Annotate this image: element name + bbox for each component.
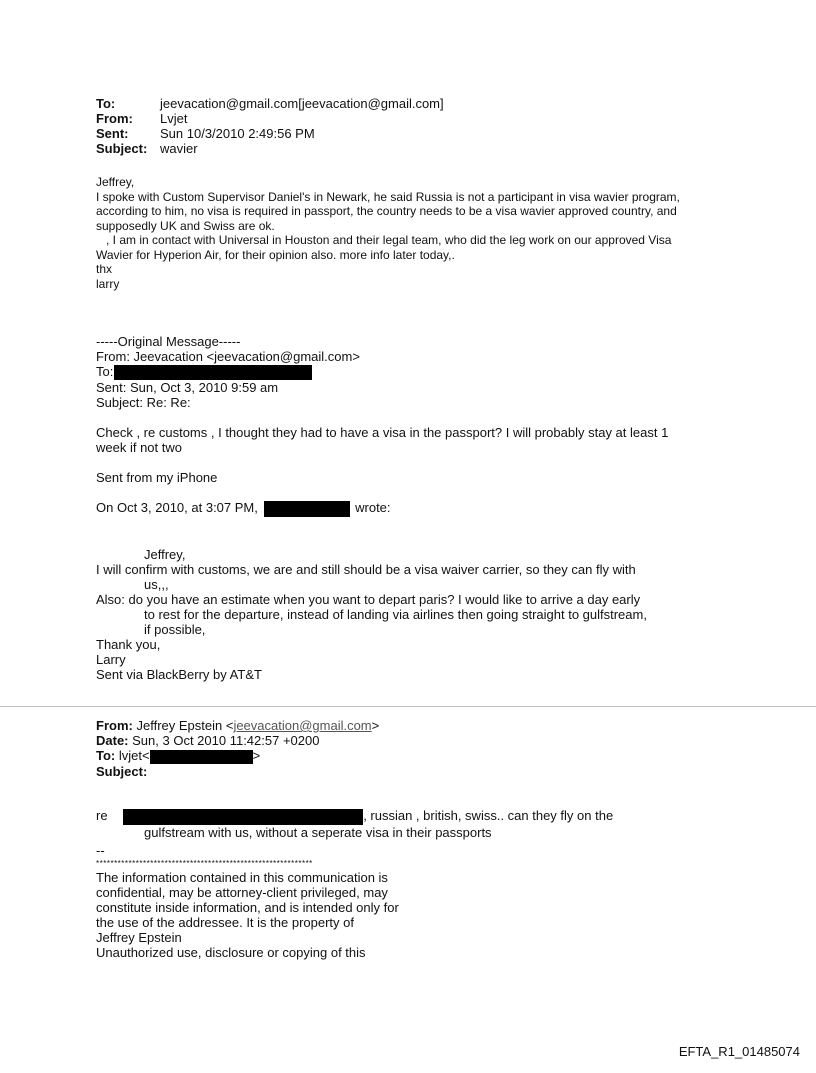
earlier-to-value: lvjet< bbox=[118, 748, 150, 763]
redaction-block bbox=[150, 750, 253, 764]
reply-line: according to him, no visa is required in passport, the country needs to be a visa wavier approved country, and bbox=[96, 204, 677, 218]
signature-dash: -- bbox=[96, 842, 105, 858]
quoted-line: to rest for the departure, instead of landing via airlines then going straight to gulfstream, bbox=[144, 606, 647, 622]
disclaimer-line: The information contained in this communication is bbox=[96, 869, 388, 885]
header-to-row bbox=[96, 96, 444, 111]
disclaimer-line: Unauthorized use, disclosure or copying of this bbox=[96, 944, 366, 960]
attribution-prefix: On Oct 3, 2010, at 3:07 PM, bbox=[96, 500, 258, 516]
original-subject: Subject: Re: Re: bbox=[96, 395, 191, 411]
earlier-body-prefix: re bbox=[96, 808, 108, 823]
header-to-label: To: bbox=[96, 96, 116, 111]
header-sent-label: Sent: bbox=[96, 126, 129, 141]
earlier-message-header bbox=[96, 718, 379, 779]
earlier-from-close: > bbox=[371, 718, 380, 733]
reply-line: Wavier for Hyperion Air, for their opinion also. more info later today,. bbox=[96, 247, 455, 262]
earlier-body-suffix: , russian , british, swiss.. can they fly on the bbox=[363, 808, 614, 823]
header-subject-row bbox=[96, 141, 444, 156]
document-id: EFTA_R1_01485074 bbox=[678, 1044, 800, 1059]
original-message bbox=[96, 334, 796, 682]
original-to-label: To: bbox=[96, 364, 114, 379]
header-from-row bbox=[96, 111, 444, 126]
header-from-label: From: bbox=[96, 111, 133, 126]
disclaimer-line: Jeffrey Epstein bbox=[96, 929, 182, 945]
disclaimer-line: the use of the addressee. It is the property of bbox=[96, 914, 354, 930]
original-separator: -----Original Message----- bbox=[96, 334, 241, 349]
signature-stars: ************************************************************ bbox=[96, 858, 313, 868]
earlier-message-body bbox=[96, 808, 796, 960]
redaction-block bbox=[114, 365, 312, 380]
earlier-to-label: To: bbox=[96, 748, 116, 763]
reply-body bbox=[96, 175, 796, 291]
reply-line: , I am in contact with Universal in Houston and their legal team, who did the leg work on our approved Visa bbox=[96, 233, 672, 247]
quote-attribution bbox=[96, 500, 796, 517]
header-sent-value: Sun 10/3/2010 2:49:56 PM bbox=[160, 126, 315, 141]
quoted-line: I will confirm with customs, we are and still should be a visa waiver carrier, so they can fly with bbox=[96, 561, 636, 577]
header-sent-row bbox=[96, 126, 444, 141]
header-from-value: Lvjet bbox=[160, 111, 188, 126]
reply-line: Jeffrey, bbox=[96, 175, 135, 189]
earlier-date-row bbox=[96, 733, 379, 748]
quoted-line: Jeffrey, bbox=[144, 546, 186, 562]
original-body-line: Check , re customs , I thought they had to have a visa in the passport? I will probably stay at least 1 bbox=[96, 425, 669, 441]
header-to-value: jeevacation@gmail.com[jeevacation@gmail.com] bbox=[160, 96, 444, 111]
quoted-line: Also: do you have an estimate when you want to depart paris? I would like to arrive a day early bbox=[96, 591, 641, 607]
reply-line: supposedly UK and Swiss are ok. bbox=[96, 218, 275, 233]
earlier-from-row bbox=[96, 718, 379, 733]
redaction-block bbox=[264, 501, 350, 517]
earlier-from-name: Jeffrey Epstein < bbox=[136, 718, 234, 733]
original-sent: Sent: Sun, Oct 3, 2010 9:59 am bbox=[96, 380, 279, 396]
quoted-line: Sent via BlackBerry by AT&T bbox=[96, 666, 262, 682]
header-subject-value: wavier bbox=[160, 141, 198, 156]
email-header bbox=[96, 96, 444, 156]
earlier-body-line bbox=[96, 808, 796, 825]
disclaimer-line: constitute inside information, and is intended only for bbox=[96, 899, 399, 915]
quoted-line: if possible, bbox=[144, 621, 206, 637]
earlier-subject-label: Subject: bbox=[96, 763, 148, 779]
earlier-to-row bbox=[96, 748, 379, 764]
reply-line: larry bbox=[96, 276, 120, 291]
reply-line: thx bbox=[96, 262, 113, 276]
reply-line: I spoke with Custom Supervisor Daniel's in Newark, he said Russia is not a participant in visa wavier program, bbox=[96, 189, 680, 204]
original-from: From: Jeevacation <jeevacation@gmail.com> bbox=[96, 349, 360, 364]
earlier-to-close: > bbox=[252, 748, 261, 763]
original-body-line: week if not two bbox=[96, 440, 182, 456]
quoted-line: Larry bbox=[96, 651, 126, 667]
original-to-row bbox=[96, 364, 796, 380]
sent-from-iphone: Sent from my iPhone bbox=[96, 470, 218, 486]
earlier-subject-row bbox=[96, 764, 379, 779]
header-subject-label: Subject: bbox=[96, 141, 148, 156]
earlier-from-label: From: bbox=[96, 718, 133, 733]
disclaimer-line: confidential, may be attorney-client privileged, may bbox=[96, 884, 388, 900]
attribution-suffix: wrote: bbox=[355, 500, 391, 516]
redaction-block bbox=[123, 809, 363, 825]
quoted-line: Thank you, bbox=[96, 636, 161, 652]
quoted-line: us,,, bbox=[144, 576, 169, 592]
earlier-date-value: Sun, 3 Oct 2010 11:42:57 +0200 bbox=[132, 733, 320, 748]
earlier-body-line: gulfstream with us, without a seperate visa in their passports bbox=[144, 824, 492, 840]
message-divider bbox=[0, 706, 816, 707]
earlier-date-label: Date: bbox=[96, 733, 129, 748]
earlier-from-email-link[interactable]: jeevacation@gmail.com bbox=[233, 718, 372, 733]
